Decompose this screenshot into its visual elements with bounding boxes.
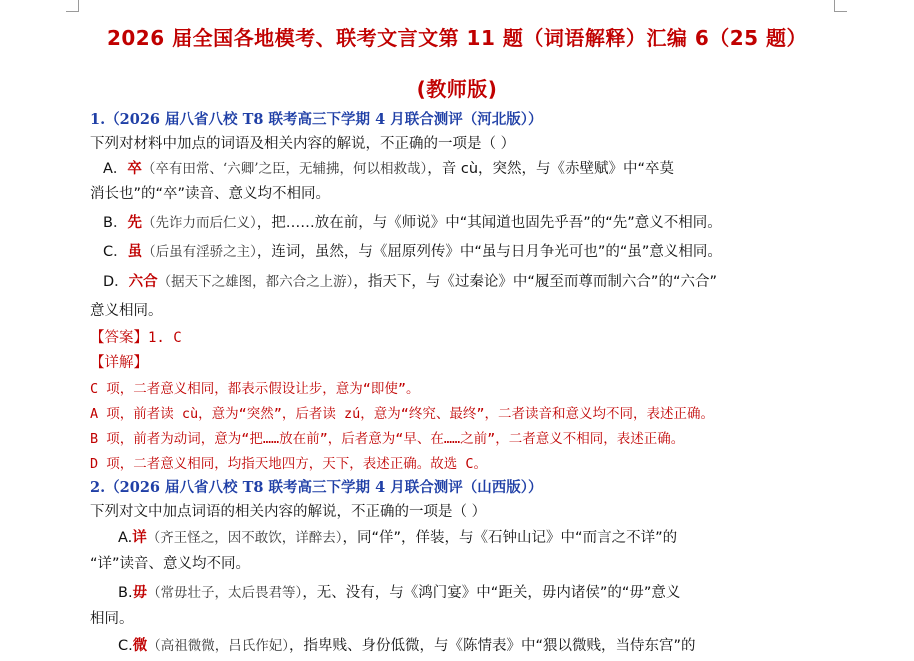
question-2-heading: 2.（2026 届八省八校 T8 联考高三下学期 4 月联合测评（山西版）） bbox=[90, 479, 543, 496]
option-keyword: 毋 bbox=[132, 585, 148, 601]
answer-label: 【答案】 bbox=[90, 330, 148, 346]
page-corner-mark-left bbox=[66, 0, 79, 12]
question-1-stem: 下列对材料中加点的词语及相关内容的解说，不正确的一项是（ ） bbox=[90, 136, 516, 152]
option-text: ，音 cù，突然，与《赤壁赋》中“卒莫 bbox=[427, 161, 675, 177]
option-quote: （先诈力而后仁义） bbox=[141, 215, 257, 231]
answer-value: 1. C bbox=[148, 330, 182, 346]
option-quote: （后虽有淫骄之主） bbox=[142, 244, 257, 260]
option-text: ，指天下，与《过秦论》中“履至而尊而制六合”的“六合” bbox=[353, 274, 717, 290]
option-letter: A. bbox=[118, 530, 133, 546]
q1-answer bbox=[90, 328, 830, 348]
q2-option-a bbox=[118, 528, 858, 548]
document-title: 2026 届全国各地模考、联考文言文第 11 题（词语解释）汇编 6（25 题） bbox=[106, 26, 808, 50]
option-quote: （卒有田常、‘六卿’之臣，无辅拂，何以相救哉） bbox=[141, 161, 428, 177]
q1-option-a bbox=[103, 159, 843, 179]
option-text: ，连词，虽然，与《屈原列传》中“虽与日月争光可也”的“虽”意义相同。 bbox=[256, 244, 722, 260]
question-1-heading: 1.（2026 届八省八校 T8 联考高三下学期 4 月联合测评（河北版）） bbox=[90, 111, 543, 128]
document-subtitle: (教师版) bbox=[416, 77, 498, 101]
option-letter: B． bbox=[103, 215, 128, 231]
q1-explain-line: D 项，二者意义相同，均指天地四方，天下，表述正确。故选 C。 bbox=[90, 456, 488, 472]
option-quote: （据天下之雄图，都六合之上游） bbox=[157, 274, 354, 290]
option-keyword: 详 bbox=[132, 530, 147, 546]
option-letter: C． bbox=[103, 244, 128, 260]
option-keyword: 六合 bbox=[128, 274, 158, 290]
option-quote: （齐王怪之，因不敢饮，详醉去） bbox=[146, 530, 343, 546]
option-keyword: 先 bbox=[127, 215, 142, 231]
q1-explain-line: B 项，前者为动词，意为“把……放在前”，后者意为“早、在……之前”，二者意义不相同，表述正确。 bbox=[90, 431, 685, 447]
option-keyword: 微 bbox=[132, 638, 148, 654]
option-quote: （常毋壮子，太后畏君等） bbox=[147, 585, 303, 601]
option-text: ，无、没有，与《鸿门宴》中“距关，毋内诸侯”的“毋”意义 bbox=[302, 585, 681, 601]
option-quote: （高祖微微，吕氏作妃） bbox=[147, 638, 289, 654]
q1-explain-line: A 项，前者读 cù，意为“突然”，后者读 zú，意为“终究、最终”，二者读音和意义均不同，表述正确。 bbox=[90, 406, 715, 422]
option-letter: C. bbox=[118, 638, 133, 654]
option-letter: D． bbox=[103, 274, 129, 290]
q1-explain-line: C 项，二者意义相同，都表示假设让步，意为“即使”。 bbox=[90, 381, 420, 397]
q1-option-c bbox=[103, 242, 843, 262]
page-corner-mark-right bbox=[834, 0, 847, 12]
option-text: ，把……放在前，与《师说》中“其闻道也固先乎吾”的“先”意义不相同。 bbox=[256, 215, 722, 231]
question-2-stem: 下列对文中加点词语的相关内容的解说，不正确的一项是（ ） bbox=[90, 504, 487, 520]
q1-option-b bbox=[103, 213, 843, 233]
q1-explain-label: 【详解】 bbox=[90, 355, 148, 371]
q2-option-b bbox=[118, 583, 858, 603]
q2-option-b-continued: 相同。 bbox=[90, 611, 134, 627]
option-keyword: 虽 bbox=[127, 244, 143, 260]
option-letter: B. bbox=[118, 585, 133, 601]
q1-option-d-continued: 意义相同。 bbox=[90, 303, 163, 319]
q1-option-a-continued: 消长也”的“卒”读音、意义均不相同。 bbox=[90, 186, 331, 202]
q1-option-d bbox=[103, 272, 843, 292]
option-text: ，同“佯”，佯装，与《石钟山记》中“而言之不详”的 bbox=[342, 530, 678, 546]
option-text: ，指卑贱、身份低微，与《陈情表》中“猥以微贱，当侍东宫”的 bbox=[288, 638, 696, 654]
q2-option-c bbox=[118, 636, 858, 656]
q2-option-a-continued: “详”读音、意义均不同。 bbox=[90, 556, 251, 572]
option-keyword: 卒 bbox=[127, 161, 142, 177]
option-letter: A． bbox=[103, 161, 128, 177]
